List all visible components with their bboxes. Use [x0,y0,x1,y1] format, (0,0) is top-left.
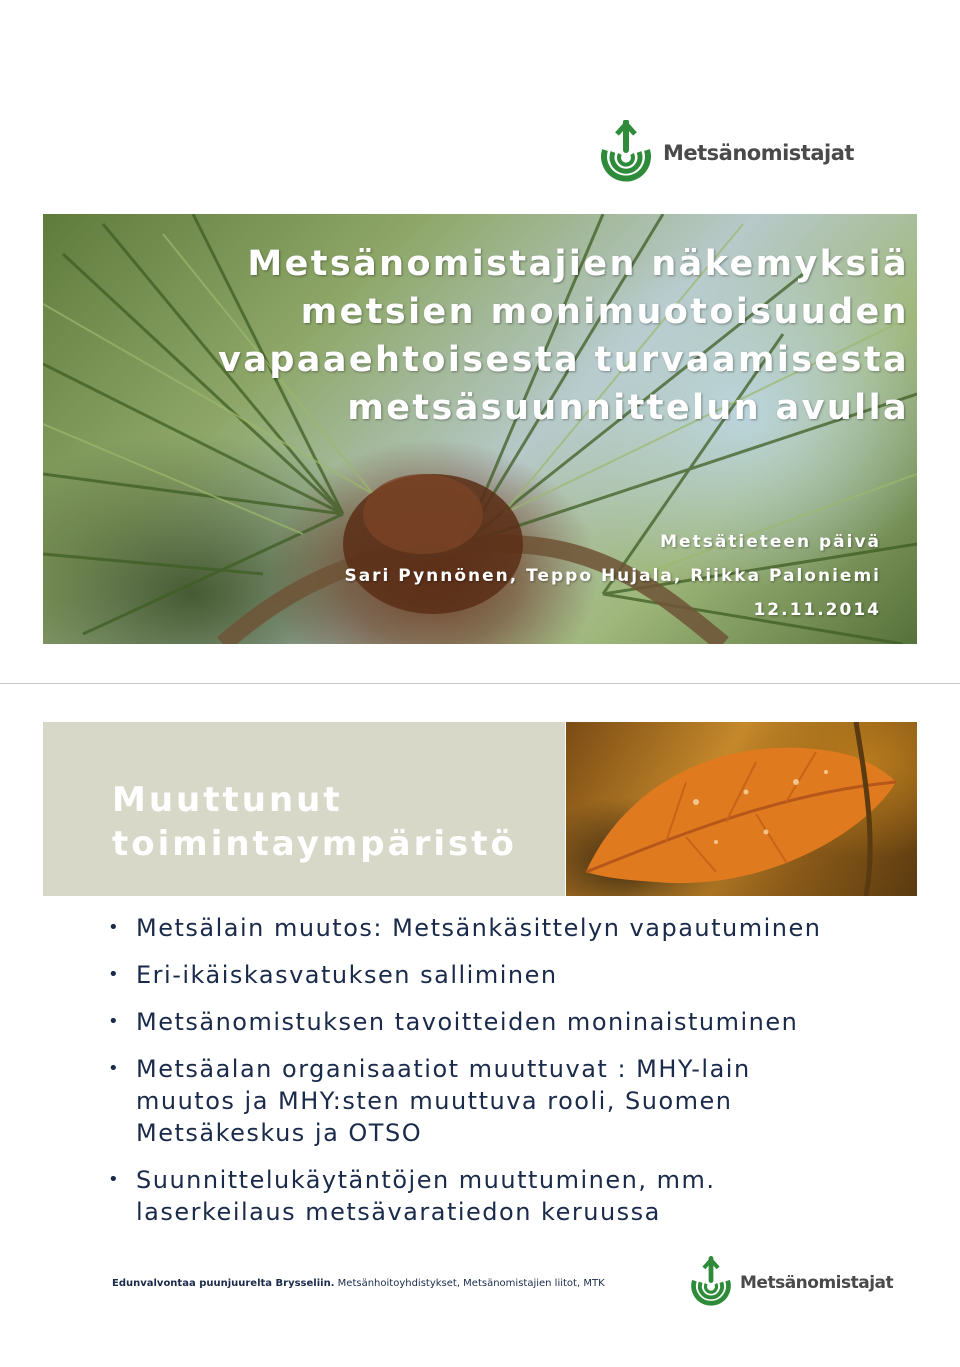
bullet-item: • Metsäalan organisaatiot muuttuvat : MHY-lain muutos ja MHY:sten muuttuva rooli, Suomen Metsäkeskus ja OTSO [108,1053,888,1149]
logo-wordmark: Metsänomistajat [740,1273,894,1293]
pine-cone-photo [43,214,917,644]
section-title-line-2: toimintaympäristö [112,824,517,864]
autumn-leaf-photo [566,722,917,896]
bullet-item: • Metsänomistuksen tavoitteiden moninaistuminen [108,1006,888,1038]
brand-logo [597,120,854,186]
autumn-leaf-illustration [566,722,917,896]
title-line-1: Metsänomistajien näkemyksiä [247,244,909,284]
authors: Sari Pynnönen, Teppo Hujala, Riikka Paloniemi [344,566,881,586]
content-slide [0,684,960,1367]
brand-logo-footer [688,1256,893,1310]
footer-rest: Metsänhoitoyhdistykset, Metsänomistajien liitot, MTK [334,1278,605,1289]
bullet-item: • Eri-ikäiskasvatuksen salliminen [108,959,888,991]
bullet-item: • Metsälain muutos: Metsänkäsittelyn vapautuminen [108,912,888,944]
footer-note [112,1278,605,1289]
event-name: Metsätieteen päivä [660,532,881,552]
title-line-4: metsäsuunnittelun avulla [347,388,909,428]
bullet-list [108,912,888,1243]
logo-wordmark: Metsänomistajat [663,141,854,165]
title-line-2: metsien monimuotoisuuden [300,292,909,332]
title-line-3: vapaaehtoisesta turvaamisesta [218,340,909,380]
bullet-item: • Suunnittelukäytäntöjen muuttuminen, mm. laserkeilaus metsävaratiedon keruussa [108,1164,888,1228]
metsanomistajat-logo-icon [688,1256,734,1310]
footer-bold: Edunvalvontaa puunjuurelta Brysseliin. [112,1278,335,1289]
section-title-line-1: Muuttunut [112,780,343,820]
metsanomistajat-logo-icon [597,120,655,186]
presentation-date: 12.11.2014 [753,600,881,620]
title-slide [0,0,960,683]
